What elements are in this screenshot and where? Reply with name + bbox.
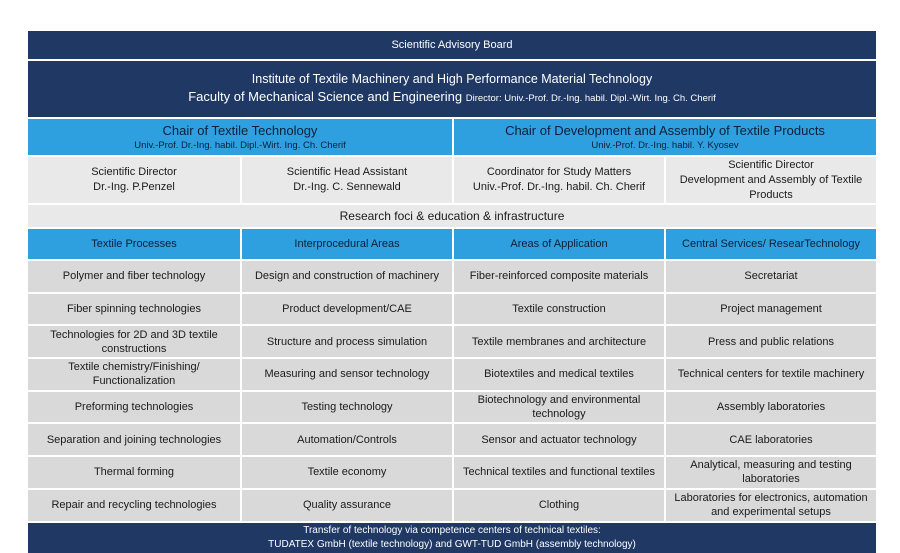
research-title: Research foci & education & infrastructure xyxy=(28,205,876,227)
transfer-line: TUDATEX GmbH (textile technology) and GWT-TUD GmbH (assembly technology) xyxy=(268,538,636,550)
grid-row xyxy=(28,324,876,357)
grid-cell: Measuring and sensor technology xyxy=(240,359,452,390)
grid-cell: Textile membranes and architecture xyxy=(452,326,664,357)
research-row xyxy=(28,203,876,227)
chair-head: Univ.-Prof. Dr.-Ing. habil. Dipl.-Wirt. Ing. Ch. Cherif xyxy=(134,139,346,151)
grid-cell: Textile construction xyxy=(452,294,664,325)
grid-cell: Automation/Controls xyxy=(240,424,452,455)
column-headers xyxy=(28,227,876,259)
advisory-board-row xyxy=(28,31,876,59)
research-grid xyxy=(28,259,876,521)
staff-role: Scientific Director xyxy=(91,166,177,178)
chair-textile-technology xyxy=(28,119,452,155)
faculty-name: Faculty of Mechanical Science and Engineering xyxy=(188,89,463,104)
institute-name: Institute of Textile Machinery and High Performance Material Technology xyxy=(251,72,653,86)
chairs-row xyxy=(28,117,876,155)
grid-cell: Preforming technologies xyxy=(28,392,240,423)
grid-row xyxy=(28,488,876,521)
grid-cell: Laboratories for electronics, automation and experimental setups xyxy=(664,490,876,521)
grid-cell: Quality assurance xyxy=(240,490,452,521)
staff-cell xyxy=(240,157,452,203)
grid-cell: Project management xyxy=(664,294,876,325)
transfer-box xyxy=(28,523,876,553)
column-header: Interprocedural Areas xyxy=(240,229,452,259)
grid-cell: Secretariat xyxy=(664,261,876,292)
grid-cell: Design and construction of machinery xyxy=(240,261,452,292)
chair-title: Chair of Development and Assembly of Textile Products xyxy=(505,122,825,138)
grid-cell: Biotextiles and medical textiles xyxy=(452,359,664,390)
column-header: Areas of Application xyxy=(452,229,664,259)
grid-row xyxy=(28,357,876,390)
staff-role: Scientific Director xyxy=(728,158,814,171)
grid-row xyxy=(28,390,876,423)
grid-cell: Technical centers for textile machinery xyxy=(664,359,876,390)
staff-cell xyxy=(664,157,876,203)
chair-title: Chair of Textile Technology xyxy=(162,122,318,138)
grid-cell: Structure and process simulation xyxy=(240,326,452,357)
grid-cell: Repair and recycling technologies xyxy=(28,490,240,521)
staff-role: Coordinator for Study Matters xyxy=(486,166,632,178)
grid-cell: Analytical, measuring and testing laboratories xyxy=(664,457,876,488)
org-chart xyxy=(28,31,876,553)
grid-cell: Press and public relations xyxy=(664,326,876,357)
grid-cell: Technologies for 2D and 3D textile constructions xyxy=(28,326,240,357)
staff-cell xyxy=(28,157,240,203)
grid-cell: Thermal forming xyxy=(28,457,240,488)
chair-development-assembly xyxy=(452,119,876,155)
grid-row xyxy=(28,259,876,292)
staff-name: Dr.-Ing. C. Sennewald xyxy=(293,181,401,193)
advisory-board-title: Scientific Advisory Board xyxy=(28,31,876,59)
grid-cell: Product development/CAE xyxy=(240,294,452,325)
transfer-line: Transfer of technology via competence centers of technical textiles: xyxy=(303,524,601,536)
grid-cell: Clothing xyxy=(452,490,664,521)
faculty-line xyxy=(188,88,716,108)
grid-cell: Biotechnology and environmental technology xyxy=(452,392,664,423)
director-name: Director: Univ.-Prof. Dr.-Ing. habil. Dipl.-Wirt. Ing. Ch. Cherif xyxy=(465,93,716,104)
staff-name: Development and Assembly of Textile Products xyxy=(679,173,863,201)
grid-row xyxy=(28,422,876,455)
transfer-row xyxy=(28,521,876,553)
chair-head: Univ.-Prof. Dr.-Ing. habil. Y. Kyosev xyxy=(591,139,739,151)
grid-cell: Fiber spinning technologies xyxy=(28,294,240,325)
grid-cell: CAE laboratories xyxy=(664,424,876,455)
institute-box xyxy=(28,61,876,117)
grid-cell: Fiber-reinforced composite materials xyxy=(452,261,664,292)
staff-role: Scientific Head Assistant xyxy=(286,166,408,178)
grid-cell: Technical textiles and functional textiles xyxy=(452,457,664,488)
grid-cell: Sensor and actuator technology xyxy=(452,424,664,455)
staff-row xyxy=(28,155,876,203)
grid-cell: Textile economy xyxy=(240,457,452,488)
institute-row xyxy=(28,59,876,117)
grid-cell: Separation and joining technologies xyxy=(28,424,240,455)
column-header: Central Services/ ResearTechnology xyxy=(664,229,876,259)
staff-cell xyxy=(452,157,664,203)
grid-cell: Textile chemistry/Finishing/ Functionalization xyxy=(28,359,240,390)
grid-cell: Testing technology xyxy=(240,392,452,423)
column-header: Textile Processes xyxy=(28,229,240,259)
grid-row xyxy=(28,455,876,488)
staff-name: Univ.-Prof. Dr.-Ing. habil. Ch. Cherif xyxy=(472,181,646,193)
grid-cell: Assembly laboratories xyxy=(664,392,876,423)
grid-cell: Polymer and fiber technology xyxy=(28,261,240,292)
grid-row xyxy=(28,292,876,325)
staff-name: Dr.-Ing. P.Penzel xyxy=(93,181,175,193)
